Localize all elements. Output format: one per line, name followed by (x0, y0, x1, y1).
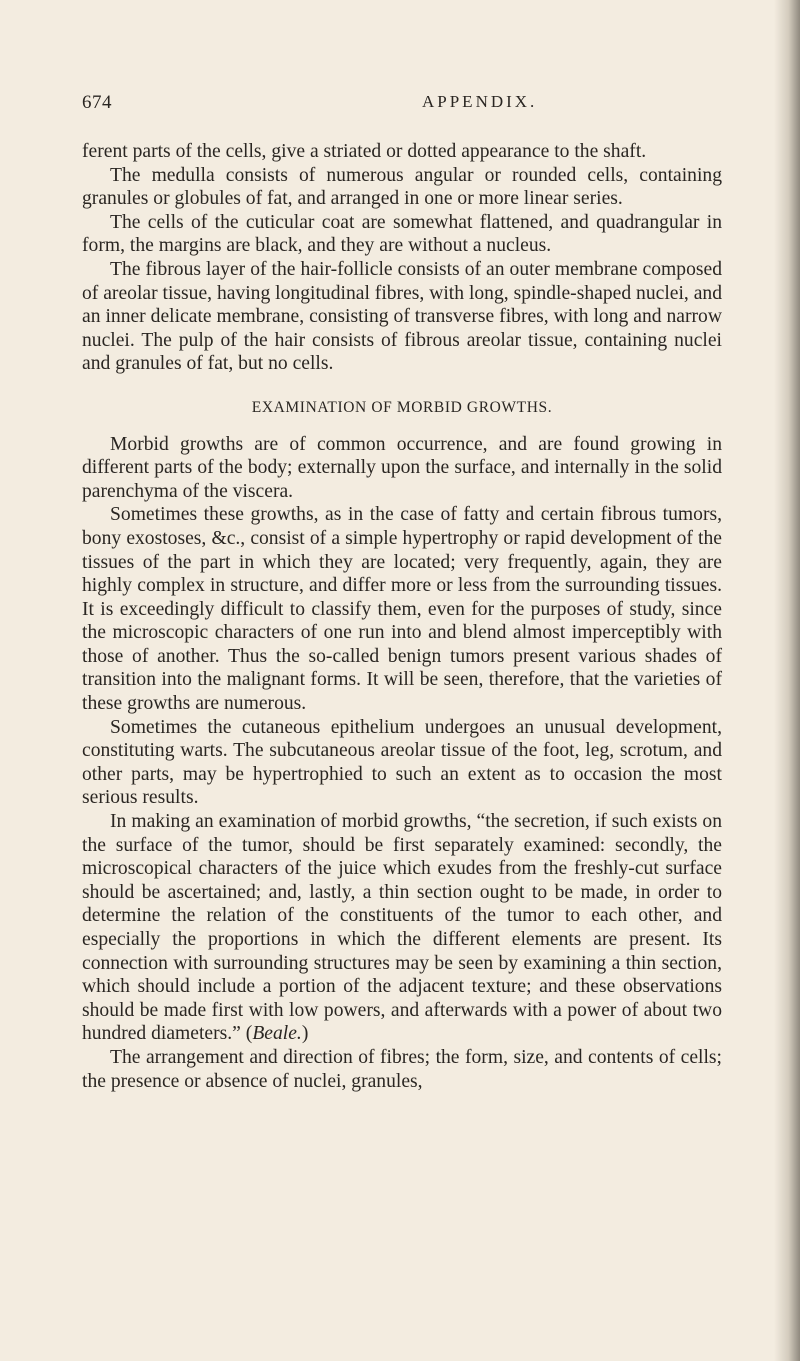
body-text (82, 140, 722, 1093)
paragraph: Sometimes these growths, as in the case of fatty and certain fibrous tumors, bony exostoses, &c., consist of a simple hypertrophy or rapid development of the tissues of the part in which they are located; very frequently, again, they are highly complex in structure, and differ more or less from the surrounding tissues. It is exceedingly difficult to classify them, even for the purposes of study, since the microscopic characters of one run into and blend almost imperceptibly with those of another. Thus the so-called benign tumors present various shades of transition into the malignant forms. It will be seen, therefore, that the varieties of these growths are numerous. (82, 504, 722, 715)
paragraph: Sometimes the cutaneous epithelium undergoes an unusual development, constituting warts. The subcutaneous areolar tissue of the foot, leg, scrotum, and other parts, may be hypertrophied to such an extent as to occasion the most serious results. (82, 716, 722, 809)
running-head-title: APPENDIX. (422, 92, 538, 111)
paragraph: The medulla consists of numerous angular or rounded cells, containing granules or globules of fat, and arranged in one or more linear series. (82, 164, 722, 210)
section-heading: EXAMINATION OF MORBID GROWTHS. (251, 398, 553, 416)
paragraph: Morbid growths are of common occurrence, and are found growing in different parts of the body; externally upon the surface, and internally in the solid parenchyma of the viscera. (82, 433, 722, 502)
citation: Beale. (252, 1023, 302, 1045)
quote-paragraph (82, 810, 722, 1046)
citation-close: ) (301, 1023, 309, 1045)
citation-open: ( (240, 1023, 253, 1045)
paragraph: The arrangement and direction of fibres; the form, size, and contents of cells; the presence or absence of nuclei, granules, (82, 1046, 722, 1092)
quote-text: In making an examination of morbid growths, “the secretion, if such exists on the surface of the tumor, should be first separately examined: secondly, the microscopical characters of the juice which exudes from the freshly-cut surface should be ascertained; and, lastly, a thin section ought to be made, in order to determine the relation of the constituents of the tumor to each other, and especially the proportions in which the different elements are present. Its connection with surrounding structures may be seen by examining a thin section, which should include a portion of the adjacent texture; and these observations should be made first with low powers, and afterwards with a power of about two hundred diameters.” (82, 811, 722, 1045)
page-edge-shadow (774, 0, 800, 1361)
paragraph: The fibrous layer of the hair-follicle consists of an outer membrane composed of areolar tissue, having longitudinal fibres, with long, spindle-shaped nuclei, and an inner delicate membrane, consisting of transverse fibres, with long and narrow nuclei. The pulp of the hair consists of fibrous areolar tissue, containing nuclei and granules of fat, but no cells. (82, 258, 722, 375)
paragraph: ferent parts of the cells, give a striated or dotted appearance to the shaft. (82, 141, 647, 162)
page-number: 674 (82, 92, 112, 113)
paragraph: The cells of the cuticular coat are somewhat flattened, and quadrangular in form, the margins are black, and they are without a nucleus. (82, 211, 722, 257)
running-head (82, 92, 722, 118)
